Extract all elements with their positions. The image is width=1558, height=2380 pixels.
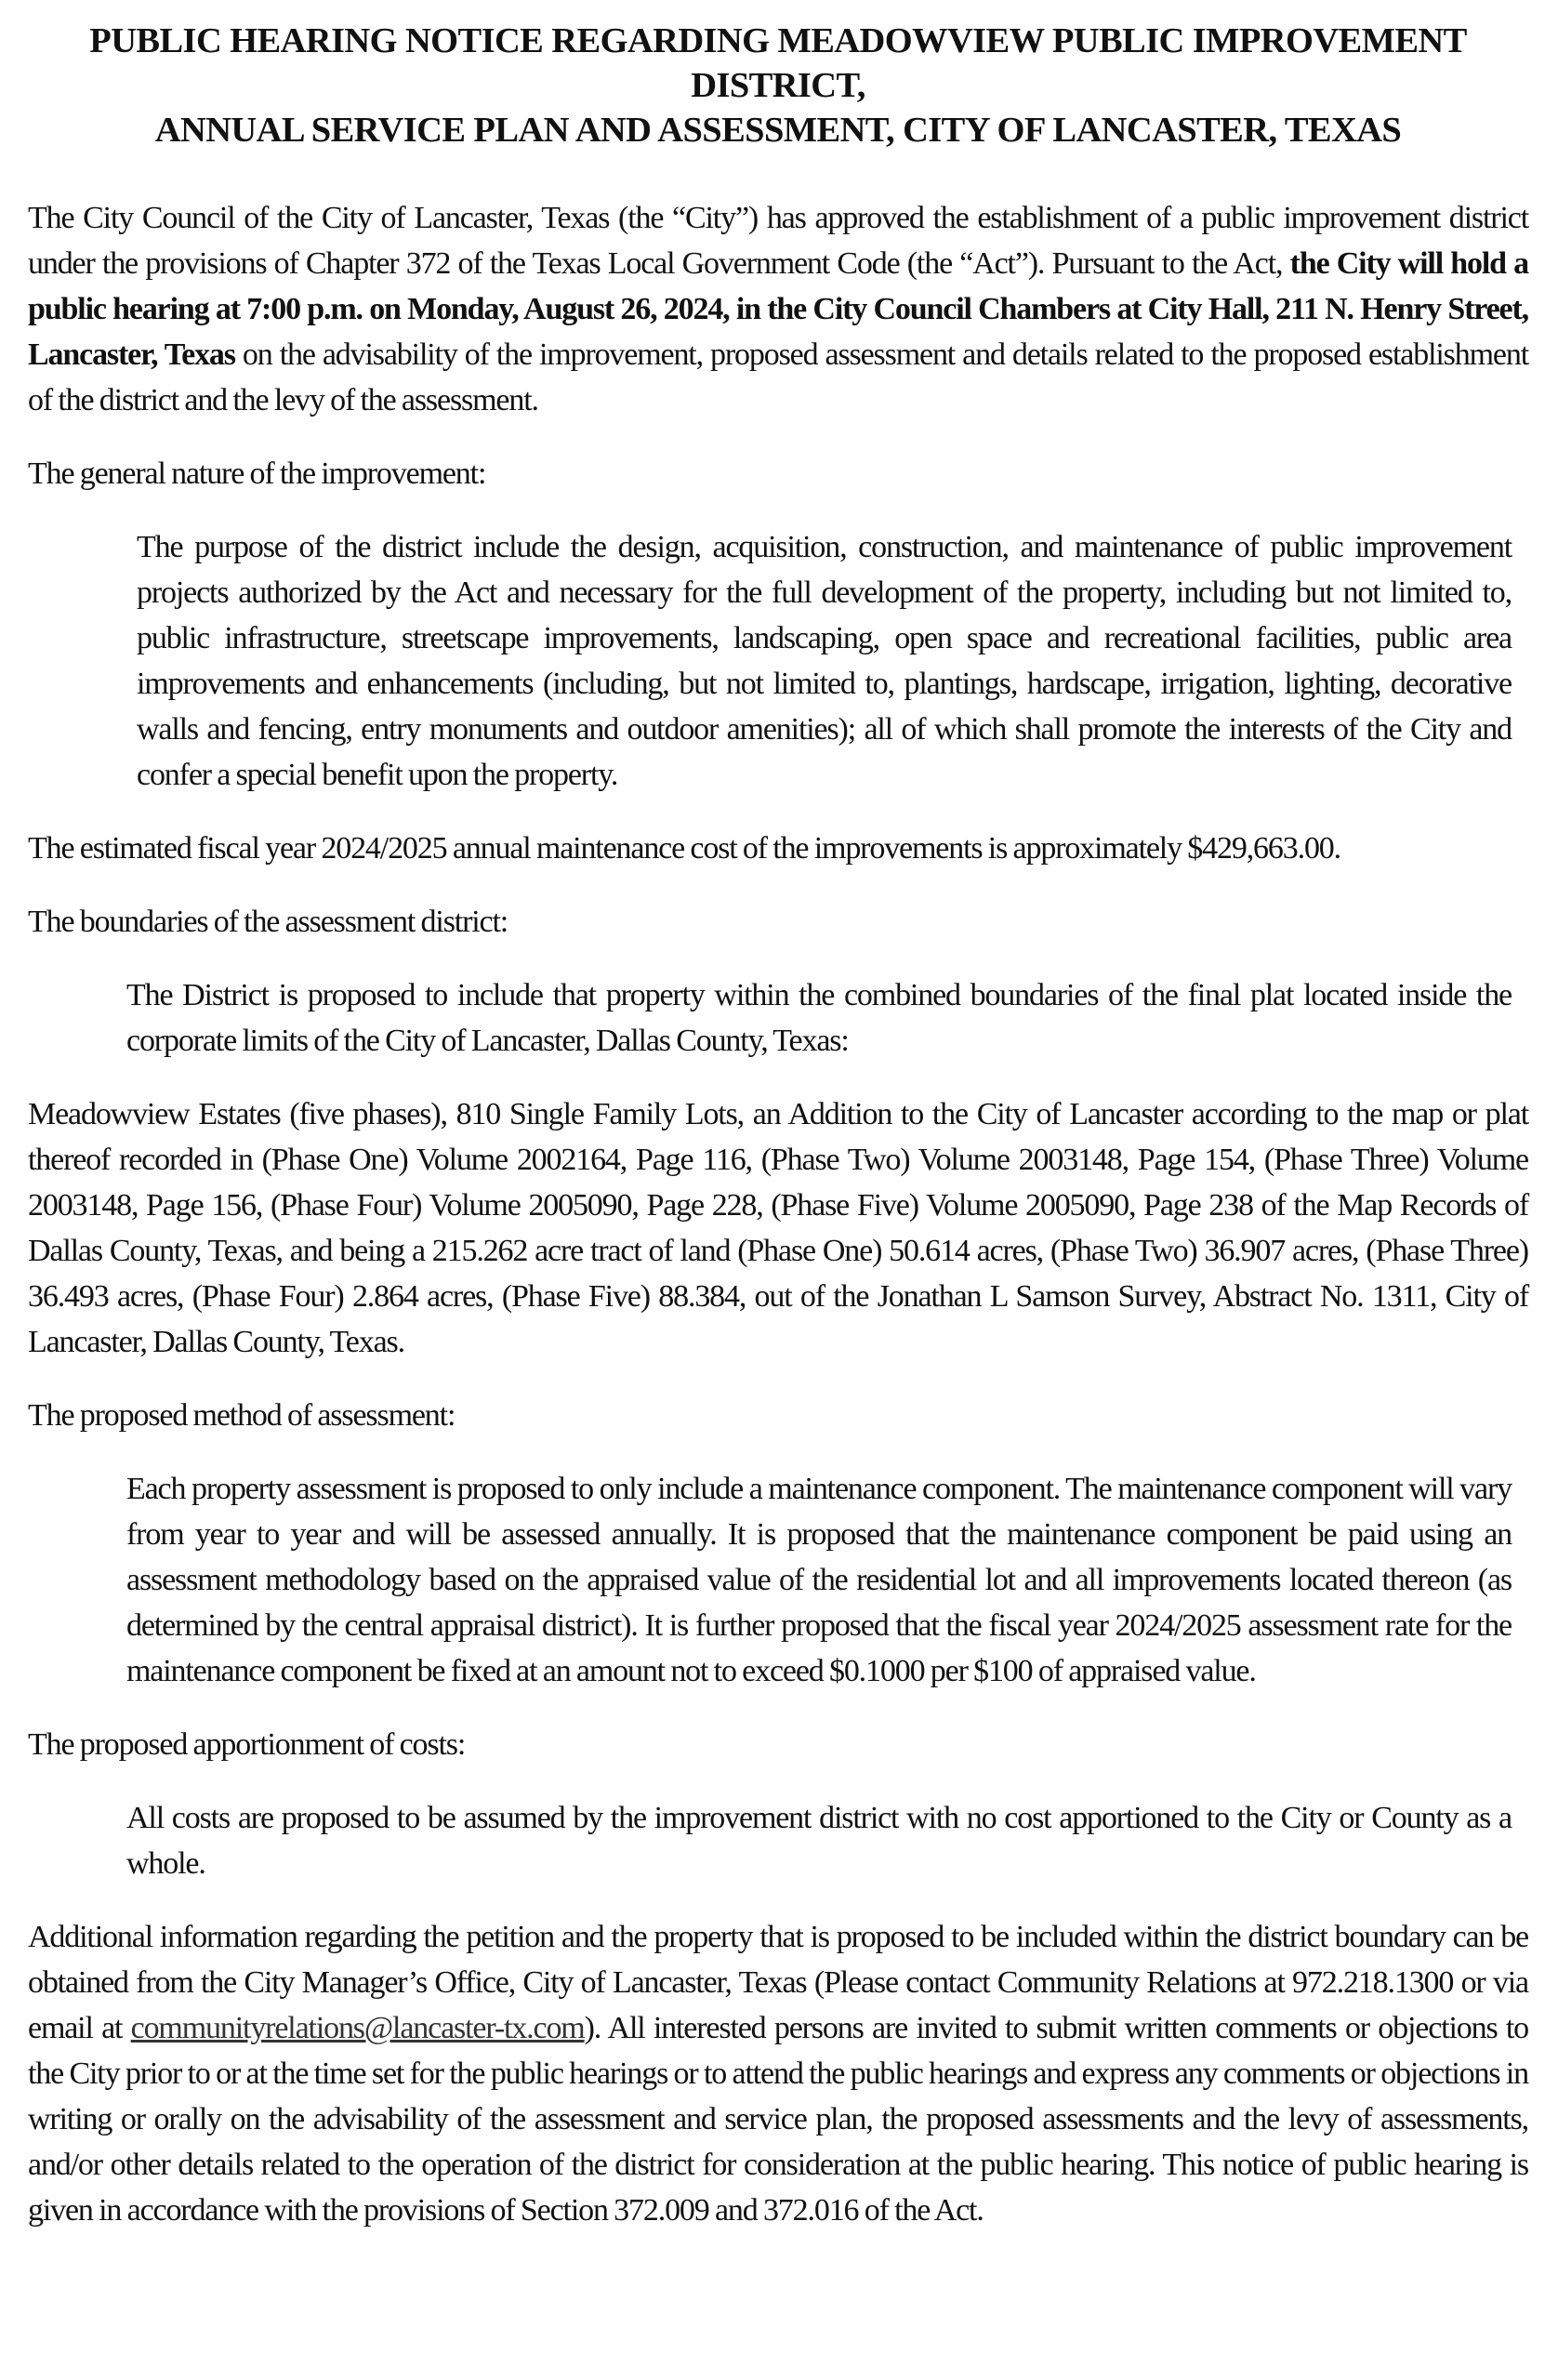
legal-description: Meadowview Estates (five phases), 810 Single Family Lots, an Addition to the City of Lancaster according to the map or plat thereof recorded in (Phase One) Volume 2002164, Page 116, (Phase Two) Volume 2003148, Page 154, (Phase Three) Volume 2003148, Page 156, (Phase Four) Volume 2005090, Page 228, (Phase Five) Volume 2005090, Page 238 of the Map Records of Dallas County, Texas, and being a 215.262 acre tract of land (Phase One) 50.614 acres, (Phase Two) 36.907 acres, (Phase Three) 36.493 acres, (Phase Four) 2.864 acres, (Phase Five) 88.384, out of the Jonathan L Samson Survey, Abstract No. 1311, City of Lancaster, Dallas County, Texas. — [28, 1097, 1528, 1359]
apportionment-heading: The proposed apportionment of costs: — [28, 1727, 466, 1762]
cost-estimate: The estimated fiscal year 2024/2025 annual maintenance cost of the improvements is approximately $429,663.00. — [28, 831, 1341, 866]
intro-text-b: on the advisability of the improvement, proposed assessment and details related to the proposed establishment of the district and the levy of the assessment. — [28, 337, 1528, 417]
intro-paragraph — [28, 195, 1528, 423]
apportionment-body: All costs are proposed to be assumed by the improvement district with no cost apportioned to the City or County as a whole. — [126, 1801, 1512, 1881]
additional-info-paragraph — [28, 1914, 1528, 2233]
hearing-details: the City will hold a public hearing at 7:00 p.m. on Monday, August 26, 2024, in the City Council Chambers at City Hall, 211 N. Henry Street, Lancaster, Texas — [28, 246, 1528, 372]
notice-title-line-1: PUBLIC HEARING NOTICE REGARDING MEADOWVIEW PUBLIC IMPROVEMENT DISTRICT, — [89, 21, 1467, 105]
method-body: Each property assessment is proposed to only include a maintenance component. The maintenance component will vary from year to year and will be assessed annually. It is proposed that the maintenance component be paid using an assessment methodology based on the appraised value of the residential lot and all improvements located thereon (as determined by the central appraisal district). It is further proposed that the fiscal year 2024/2025 assessment rate for the maintenance component be fixed at an amount not to exceed $0.1000 per $100 of appraised value. — [126, 1472, 1512, 1688]
boundaries-heading: The boundaries of the assessment district: — [28, 905, 508, 939]
email-link[interactable]: communityrelations@lancaster-tx.com — [130, 2011, 585, 2045]
method-heading: The proposed method of assessment: — [28, 1398, 456, 1433]
nature-body: The purpose of the district include the design, acquisition, construction, and maintenance of public improvement projects authorized by the Act and necessary for the full development of the property, including but not limited to, public infrastructure, streetscape improvements, landscaping, open space and recreational facilities, public area improvements and enhancements (including, but not limited to, plantings, hardscape, irrigation, lighting, decorative walls and fencing, entry monuments and outdoor amenities); all of which shall promote the interests of the City and confer a special benefit upon the property. — [137, 530, 1512, 792]
notice-title — [28, 19, 1528, 152]
additional-text-a: Additional information regarding the petition and the property that is proposed to be included within the district boundary can be obtained from the City Manager’s Office, City of Lancaster, Texas (Please contact Community Relations at 972.218.1300 or via email at — [28, 1920, 1528, 2045]
additional-text-b: ). All interested persons are invited to submit written comments or objections to the City prior to or at the time set for the public hearings or to attend the public hearings and express any comments or objections in writing or orally on the advisability of the assessment and service plan, the proposed assessments and the levy of assessments, and/or other details related to the operation of the district for consideration at the public hearing. This notice of public hearing is given in accordance with the provisions of Section 372.009 and 372.016 of the Act. — [28, 2011, 1528, 2228]
intro-text-a: The City Council of the City of Lancaster, Texas (the “City”) has approved the establishment of a public improvement district under the provisions of Chapter 372 of the Texas Local Government Code (the “Act”). Pursuant to the Act, — [28, 201, 1528, 281]
nature-heading: The general nature of the improvement: — [28, 456, 486, 491]
notice-title-line-2: ANNUAL SERVICE PLAN AND ASSESSMENT, CITY OF LANCASTER, TEXAS — [154, 111, 1402, 150]
notice-page — [28, 19, 1528, 2233]
boundaries-body: The District is proposed to include that property within the combined boundaries of the final plat located inside the corporate limits of the City of Lancaster, Dallas County, Texas: — [126, 978, 1512, 1058]
